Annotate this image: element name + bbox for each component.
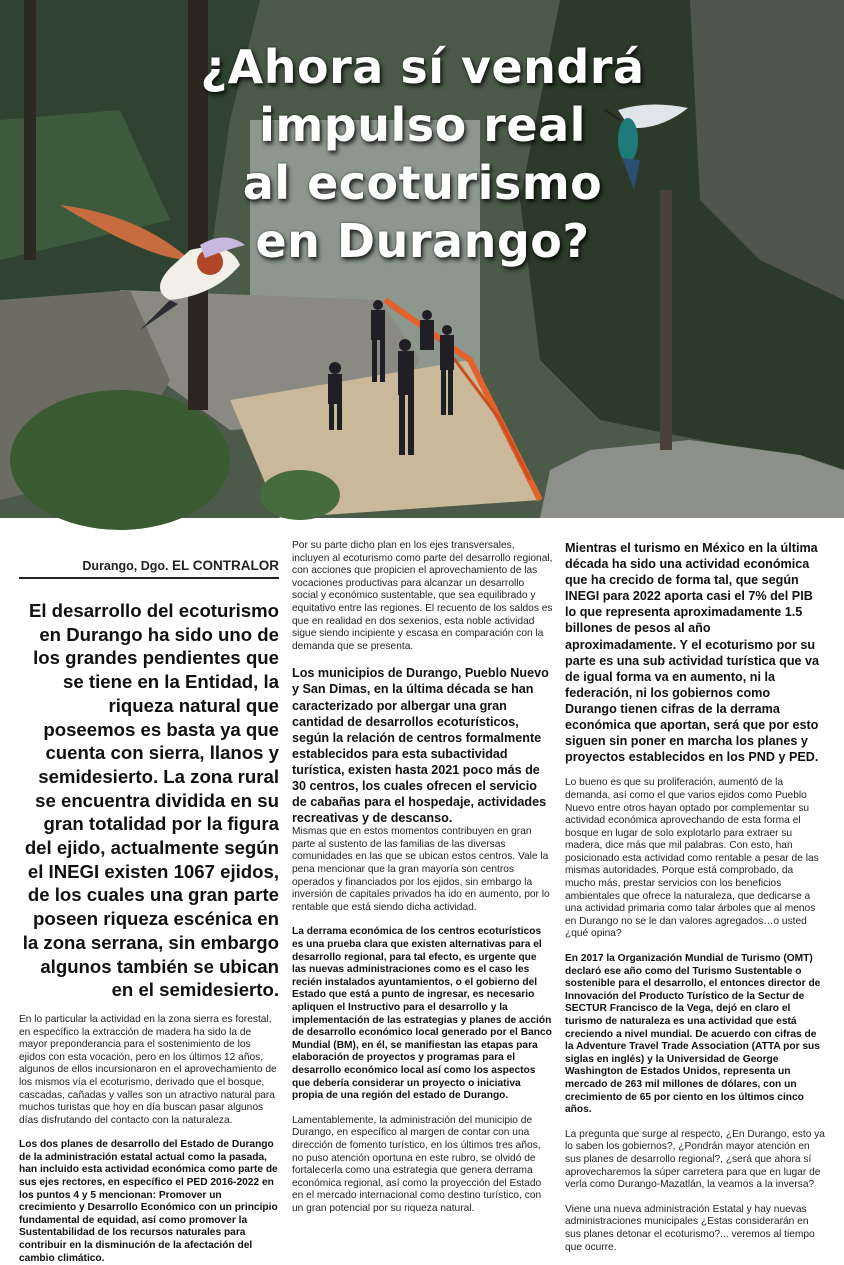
paragraph: Los dos planes de desarrollo del Estado de Durango de la administración estatal actual como la pasada, han incluido esta actividad económica como parte de sus ejes rectores, en específico el PED 2016-2022 en los puntos 4 y 5 mencionan: Promover un crecimiento y Desarrollo Económico con un principio fundamental de equidad, así como promover la Sustentabilidad de los recursos naturales para contribuir en la disminución de la afectación del cambio climático.: [19, 1139, 278, 1264]
headline-line-1: ¿Ahora sí vendrá: [200, 40, 645, 94]
paragraph: Viene una nueva administración Estatal y hay nuevas administraciones municipales ¿Estas considerarán en sus planes detonar el ecoturismo?... veremos al tiempo que ocurre.: [565, 1203, 815, 1253]
lead-paragraph: El desarrollo del ecoturismo en Durango ha sido uno de los grandes pendientes que se tiene en la Entidad, la riqueza natural que poseemos es basta ya que cuenta con sierra, llanos y semidesierto. La zona rural se encuentra dividida en su gran totalidad por la figura del ejido, actualmente según el INEGI existen 1067 ejidos, de los cuales una gran parte poseen riqueza escénica en la zona serrana, sin embargo algunos también se ubican en el semidesierto.: [22, 600, 279, 1001]
headline-line-4: en Durango?: [255, 214, 590, 268]
byline-place: Durango, Dgo.: [82, 559, 169, 573]
article-column-2: [292, 540, 553, 1216]
headline-line-2: impulso real: [259, 98, 586, 152]
byline: [19, 540, 279, 579]
paragraph: En 2017 la Organización Mundial de Turismo (OMT) declaró ese año como del Turismo Sustentable o sostenible para el desarrollo, el entonces director de Innovación del Producto Turístico de la Sectur de SECTUR Francisco de la Vega, dejó en claro el turismo de naturaleza es una actividad que está creciendo a nivel mundial. De acuerdo con cifras de la Adventure Travel Trade Association (ATTA por sus siglas en inglés) y la Universidad de George Washington de Estados Unidos, representa un mercado de 263 mil millones de dólares, con un crecimiento de 65 por ciento en los últimos cinco años.: [565, 953, 821, 1116]
paragraph: Mismas que en estos momentos contribuyen en gran parte al sustento de las familias de las diversas comunidades en las que se ubican estos centros. Vale la pena mencionar que la gran mayoría son centros operados y financiados por los ejidos, sin embargo la inversión de capitales privados ha ido en aumento, por lo rentable que está siendo dicha actividad.: [292, 826, 550, 913]
article-column-1: [19, 540, 279, 1265]
hero-photo: [0, 0, 844, 518]
headline-line-3: al ecoturismo: [242, 156, 603, 210]
highlight-paragraph: Los municipios de Durango, Pueblo Nuevo y San Dimas, en la última década se han caracterizado por albergar una gran cantidad de desarrollos ecoturísticos, según la relación de centros formalmente establecidos para esta subactividad turística, existen hasta 2021 poco más de 30 centros, los cuales ofrecen el servicio de cabañas para el hospedaje, actividades recreativas y de descanso.: [292, 666, 549, 826]
highlight-paragraph: Mientras el turismo en México en la última década ha sido una actividad económica que ha crecido de forma tal, que según INEGI para 2022 aporta casi el 7% del PIB lo que representa aproximadamente 1.5 billones de pesos al año aproximadamente. Y el ecoturismo por su parte es una sub actividad turística que va de igual forma va en aumento, ni la federación, ni los gobiernos como Durango tienen cifras de la derrama económica que aportan, será que por esto siguen sin poner en marcha los planes y proyectos establecidos en los PND y PED.: [565, 541, 820, 765]
paragraph: La derrama económica de los centros ecoturísticos es una prueba clara que existen alternativas para el desarrollo regional, para tal efecto, es urgente que las nuevas administraciones como es el caso les recién instalados ayuntamientos, o el gobierno del Estado que está a punto de ingresar, es necesario apliquen el Instructivo para el desarrollo y la implementación de las estrategias y planes de acción de desarrollo económico local generado por el Banco Mundial (BM), en él, se manifiestan las etapas para elaboración de proyectos y programas para el desarrollo económico local así como los aspectos que debería considerar un proyecto o iniciativa propia de una región del estado de Durango.: [292, 926, 552, 1102]
article-column-3: [565, 540, 825, 1254]
paragraph: La pregunta que surge al respecto, ¿En Durango, esto ya lo saben los gobiernos?, ¿Pondrán mayor atención en sus planes de desarrollo regional?, ¿será que ahora sí aprovecharemos la súper carretera para que en lugar de verla como Durango-Mazatlán, la veamos a la inversa?: [565, 1128, 825, 1191]
paragraph: Lo bueno es que su proliferación, aumentó de la demanda, así como el que varios ejidos como Pueblo Nuevo entre otros hayan optado por complementar su actividad económica aprovechando de esta forma el bosque en lugar de solo explotarlo para extraer su madera, dice más que mil palabras. Con esto, han posicionado esta actividad como rentable a pesar de las mismas autoridades. Porque está comprobado, da mucho más, prestar servicios con los beneficios ambientales que ofrece la naturaleza, que dedicarse a una actividad primaria como talar árboles que al menos en Durango no se le dan valores agregados…o usted ¿qué opina?: [565, 777, 819, 940]
headline: [150, 38, 695, 270]
paragraph: Por su parte dicho plan en los ejes transversales, incluyen al ecoturismo como parte del desarrollo regional, con acciones que propicien el aprovechamiento de las vocaciones productivas para alcanzar un desarrollo social y económico sustentable, que sea equilibrado y equitativo entre las regiones. El recuento de los saldos es que en realidad en dos sexenios, esta noble actividad sigue siendo incipiente y escasa en comparación con la demanda que se presenta.: [292, 540, 553, 652]
byline-org: EL CONTRALOR: [172, 558, 279, 573]
paragraph: Lamentablemente, la administración del municipio de Durango, en específico al margen de contar con una dirección de fomento turístico, en los últimos tres años, no puso atención oportuna en este rubro, se olvidó de fortalecerla como una estrategia que genera derrama económica regional, así como la proyección del Estado en el mercado internacional como destino turístico, con un gran potencial por su riqueza natural.: [292, 1114, 542, 1214]
paragraph: En lo particular la actividad en la zona sierra es forestal, en específico la extracción de madera ha sido la de mayor preponderancia para el sostenimiento de los ejidos con esta vocación, pero en los últimos 12 años, algunos de ellos incursionaron en el aprovechamiento de los mismos vía el ecoturismo, derivado que el bosque, cascadas, cañadas y valles son un atractivo natural para muchos turistas que hoy en día buscan pasar algunos días disfrutando del contacto con la naturaleza.: [19, 1013, 277, 1126]
